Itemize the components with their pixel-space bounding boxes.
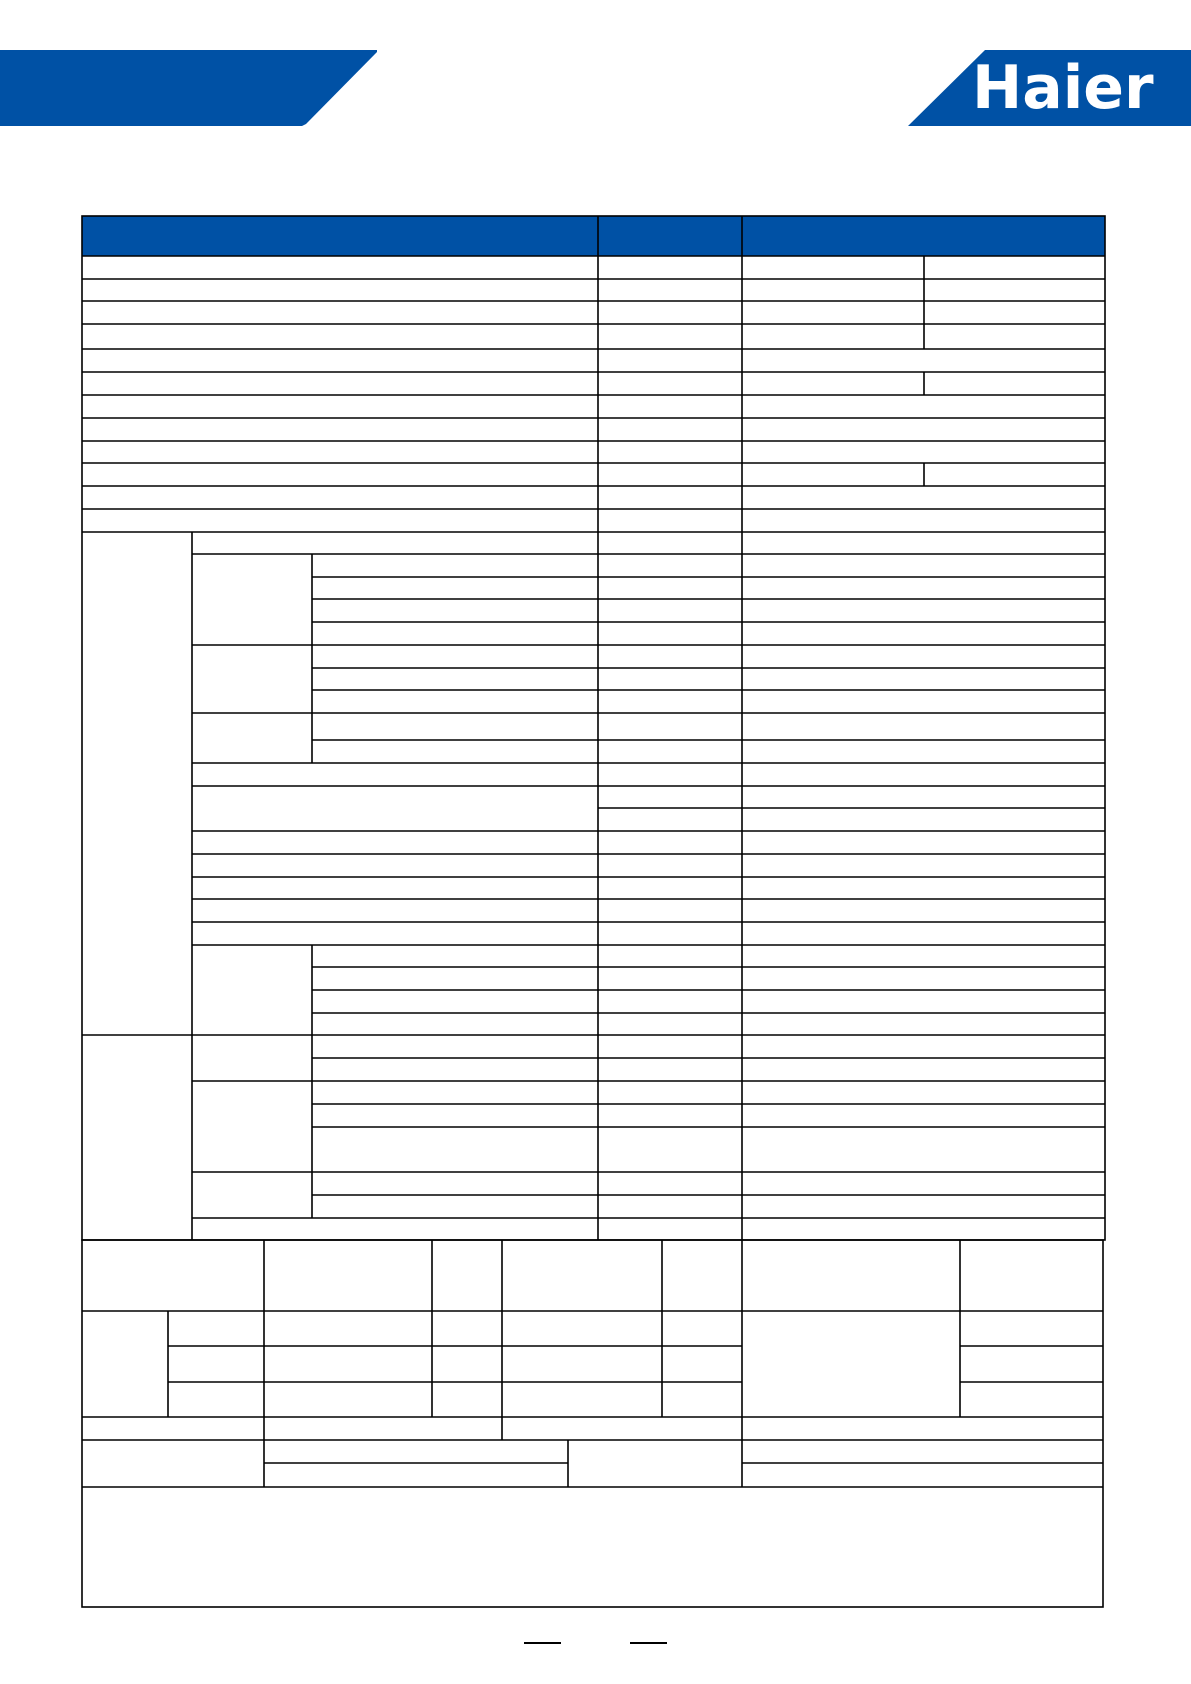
table-header-bar xyxy=(82,216,1105,256)
footer-rule-right xyxy=(630,1642,667,1644)
footer-rule-left xyxy=(524,1642,561,1644)
logo-wordmark-icon: Haier xyxy=(972,53,1154,123)
table-grid xyxy=(82,216,1105,1607)
